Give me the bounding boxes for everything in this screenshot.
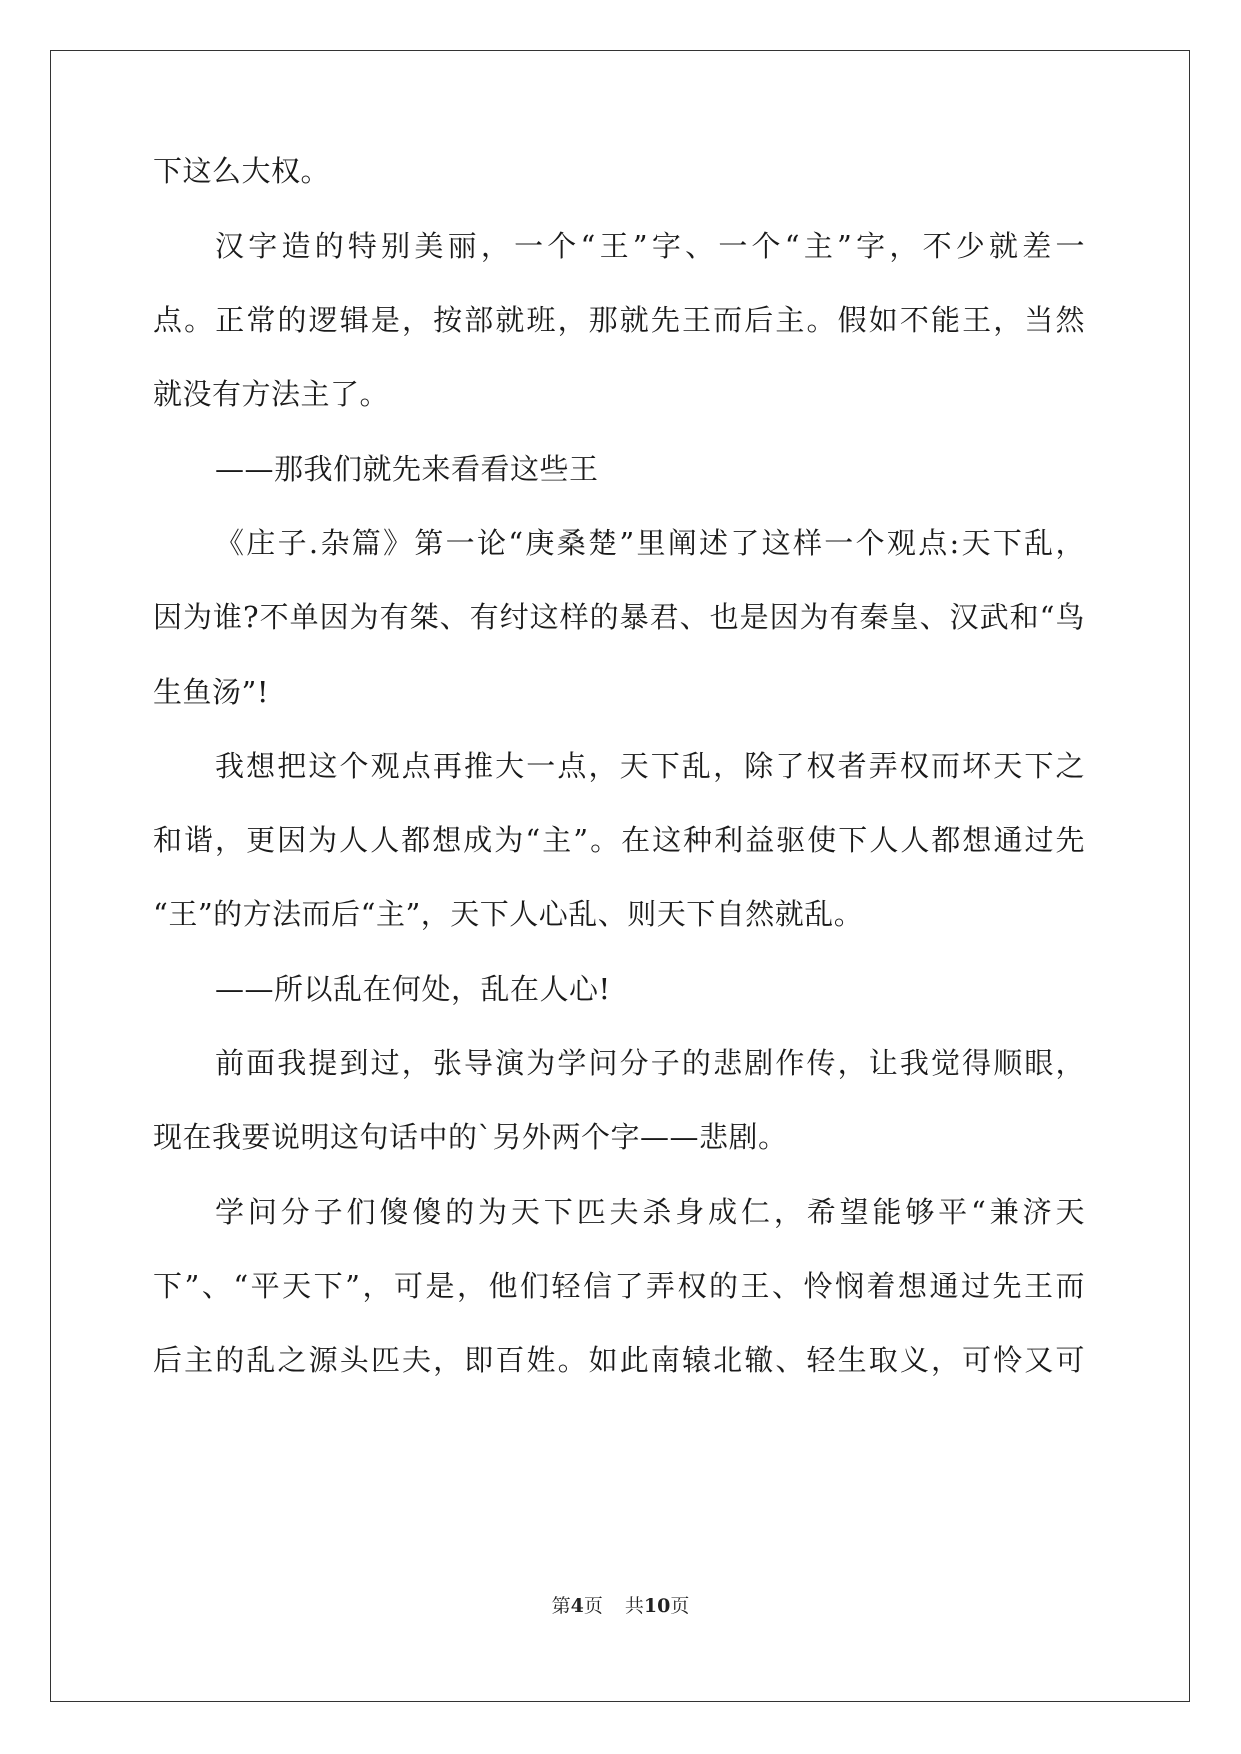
text-line: 汉字造的特别美丽，一个“王”字、一个“主”字，不少就差一 xyxy=(215,229,1085,263)
text-line: 生鱼汤”! xyxy=(153,675,269,709)
page-prefix: 第 xyxy=(551,1595,571,1617)
total-prefix: 共 xyxy=(624,1595,644,1617)
page-footer xyxy=(0,1597,1241,1616)
text-line: 下”、“平天下”，可是，他们轻信了弄权的王、怜悯着想通过先王而 xyxy=(153,1269,1085,1303)
text-line: ——那我们就先来看看这些王 xyxy=(215,452,599,486)
text-line: “王”的方法而后“主”，天下人心乱、则天下自然就乱。 xyxy=(153,897,864,931)
text-line: 就没有方法主了。 xyxy=(153,377,390,411)
page-number: 4 xyxy=(570,1595,584,1617)
text-line: 点。正常的逻辑是，按部就班，那就先王而后主。假如不能王，当然 xyxy=(153,303,1085,337)
text-line: 学问分子们傻傻的为天下匹夫杀身成仁，希望能够平“兼济天 xyxy=(215,1195,1085,1229)
text-line: ——所以乱在何处，乱在人心! xyxy=(215,972,611,1006)
text-line: 和谐，更因为人人都想成为“主”。在这种利益驱使下人人都想通过先 xyxy=(153,823,1085,857)
text-line: 下这么大权。 xyxy=(153,154,331,188)
total-pages: 10 xyxy=(643,1595,671,1617)
text-line: 《庄子.杂篇》第一论“庚桑楚”里阐述了这样一个观点:天下乱， xyxy=(215,526,1085,560)
total-suffix: 页 xyxy=(670,1595,690,1617)
text-line: 我想把这个观点再推大一点，天下乱，除了权者弄权而坏天下之 xyxy=(215,749,1085,783)
page-suffix: 页 xyxy=(583,1595,603,1617)
text-line: 因为谁?不单因为有桀、有纣这样的暴君、也是因为有秦皇、汉武和“鸟 xyxy=(153,600,1085,634)
text-line: 前面我提到过，张导演为学问分子的悲剧作传，让我觉得顺眼， xyxy=(215,1046,1085,1080)
text-line: 后主的乱之源头匹夫，即百姓。如此南辕北辙、轻生取义，可怜又可 xyxy=(153,1343,1085,1377)
text-line: 现在我要说明这句话中的`另外两个字——悲剧。 xyxy=(153,1120,788,1154)
page-border xyxy=(50,50,1190,1702)
